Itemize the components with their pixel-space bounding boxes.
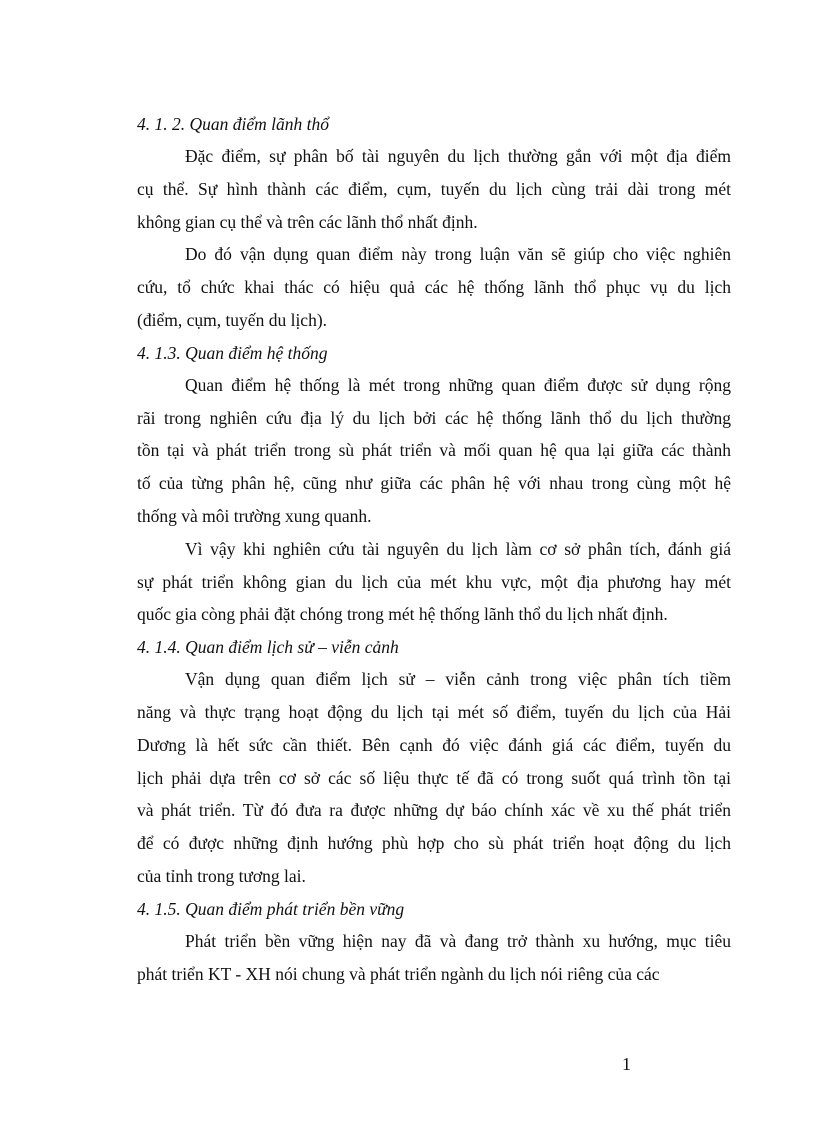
- text-line: Phát triển bền vững hiện nay đã và đang trở thành xu hướng, mục tiêu: [185, 930, 731, 951]
- text-line: Quan điểm hệ thống là mét trong những quan điểm được sử dụng rộng: [185, 374, 731, 395]
- text-line: cứu, tổ chức khai thác có hiệu quả các hệ thống lãnh thổ phục vụ du lịch: [137, 277, 731, 298]
- text-line: lịch phải dựa trên cơ sở các số liệu thực tế đã có trong suốt quá trình tồn tại: [137, 767, 731, 788]
- text-line: cụ thể. Sự hình thành các điểm, cụm, tuyến du lịch cùng trải dài trong mét: [137, 178, 731, 199]
- page-number: 1: [622, 1054, 631, 1074]
- text-line: Vì vậy khi nghiên cứu tài nguyên du lịch làm cơ sở phân tích, đánh giá: [185, 538, 731, 559]
- text-line: Vận dụng quan điểm lịch sử – viễn cảnh trong việc phân tích tiềm: [185, 669, 731, 690]
- text-line: Dương là hết sức cần thiết. Bên cạnh đó việc đánh giá các điểm, tuyến du: [137, 734, 731, 755]
- paragraph: [137, 140, 731, 238]
- text-line: năng và thực trạng hoạt động du lịch tại mét số điểm, tuyến du lịch của Hải: [137, 701, 731, 722]
- section-heading: 4. 1.3. Quan điểm hệ thống: [137, 342, 328, 363]
- text-line: của tỉnh trong tương lai.: [137, 865, 306, 886]
- paragraph: [137, 925, 731, 991]
- paragraph: [137, 369, 731, 533]
- text-line: và phát triển. Từ đó đưa ra được những dự báo chính xác về xu thế phát triển: [137, 800, 731, 821]
- text-line: không gian cụ thể và trên các lãnh thổ nhất định.: [137, 211, 478, 232]
- section-heading: 4. 1. 2. Quan điểm lãnh thổ: [137, 114, 330, 134]
- section-heading: 4. 1.4. Quan điểm lịch sử – viễn cảnh: [137, 637, 399, 658]
- document-body: [137, 108, 731, 990]
- section-heading: 4. 1.5. Quan điểm phát triển bền vững: [137, 898, 405, 919]
- text-line: phát triển KT - XH nói chung và phát triển ngành du lịch nói riêng của các: [137, 963, 660, 984]
- text-line: sự phát triển không gian du lịch của mét khu vực, một địa phương hay mét: [137, 571, 731, 592]
- text-line: tồn tại và phát triển trong sù phát triển và mối quan hệ qua lại giữa các thành: [137, 440, 731, 461]
- paragraph: [137, 663, 731, 893]
- text-line: rãi trong nghiên cứu địa lý du lịch bởi các hệ thống lãnh thổ du lịch thường: [137, 407, 731, 428]
- text-line: Do đó vận dụng quan điểm này trong luận văn sẽ giúp cho việc nghiên: [185, 244, 731, 265]
- text-line: tố của từng phân hệ, cũng như giữa các phân hệ với nhau trong cùng một hệ: [137, 473, 731, 494]
- text-line: quốc gia còng phải đặt chóng trong mét hệ thống lãnh thổ du lịch nhất định.: [137, 604, 668, 625]
- text-line: thống và môi trường xung quanh.: [137, 505, 372, 526]
- text-line: Đặc điểm, sự phân bố tài nguyên du lịch thường gắn với một địa điểm: [185, 146, 731, 166]
- paragraph: [137, 238, 731, 336]
- text-line: để có được những định hướng phù hợp cho sù phát triển hoạt động du lịch: [137, 833, 731, 854]
- text-line: (điểm, cụm, tuyến du lịch).: [137, 309, 328, 330]
- paragraph: [137, 533, 731, 631]
